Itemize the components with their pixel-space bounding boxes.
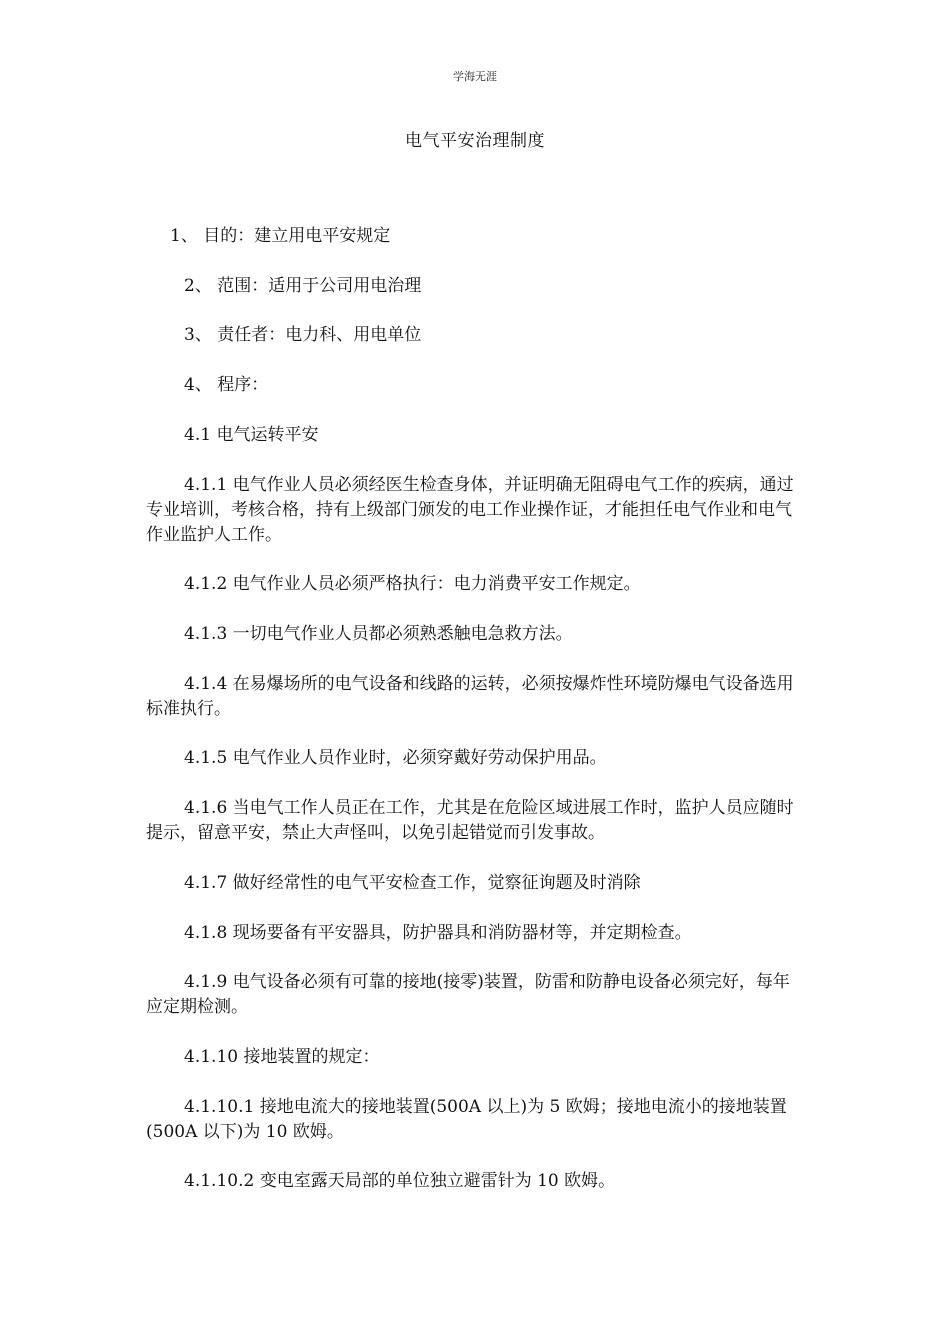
document-title: 电气平安治理制度 <box>405 131 545 151</box>
paragraph-4-1-10: 4.1.10 接地装置的规定： <box>184 1047 380 1067</box>
paragraph-responsible: 3、 责任者：电力科、用电单位 <box>184 325 422 345</box>
paragraph-4-1-1: 4.1.1 电气作业人员必须经医生检查身体，并证明确无阻碍电气工作的疾病，通过专业培训，考核合格，持有上级部门颁发的电工作业操作证，才能担任电气作业和电气作业监护人工作。 <box>146 475 794 545</box>
paragraph-4-1-5: 4.1.5 电气作业人员作业时，必须穿戴好劳动保护用品。 <box>184 748 607 768</box>
header-mark: 学海无涯 <box>453 70 497 83</box>
paragraph-scope: 2、 范围：适用于公司用电治理 <box>184 276 422 296</box>
paragraph-4-1-6: 4.1.6 当电气工作人员正在工作，尤其是在危险区域进展工作时，监护人员应随时提示，留意平安，禁止大声怪叫，以免引起错觉而引发事故。 <box>146 798 794 843</box>
paragraph-4-1-4: 4.1.4 在易爆场所的电气设备和线路的运转，必须按爆炸性环境防爆电气设备选用标准执行。 <box>146 674 794 719</box>
paragraph-4-1-2: 4.1.2 电气作业人员必须严格执行：电力消费平安工作规定。 <box>184 574 641 594</box>
paragraph-4-1-9: 4.1.9 电气设备必须有可靠的接地(接零)装置，防雷和防静电设备必须完好，每年应定期检测。 <box>146 972 790 1017</box>
paragraph-4-1-8: 4.1.8 现场要备有平安器具，防护器具和消防器材等，并定期检查。 <box>184 923 692 943</box>
paragraph-4-1-7: 4.1.7 做好经常性的电气平安检查工作，觉察征询题及时消除 <box>184 873 641 893</box>
paragraph-procedure: 4、 程序： <box>184 375 269 395</box>
paragraph-4-1-3: 4.1.3 一切电气作业人员都必须熟悉触电急救方法。 <box>184 624 573 644</box>
paragraph-4-1-10-2: 4.1.10.2 变电室露天局部的单位独立避雷针为 10 欧姆。 <box>184 1171 616 1191</box>
section-heading-4-1: 4.1 电气运转平安 <box>184 425 319 445</box>
paragraph-purpose: 1、 目的：建立用电平安规定 <box>170 226 391 246</box>
paragraph-4-1-10-1: 4.1.10.1 接地电流大的接地装置(500A 以上)为 5 欧姆；接地电流小的接地装置(500A 以下)为 10 欧姆。 <box>146 1097 787 1142</box>
